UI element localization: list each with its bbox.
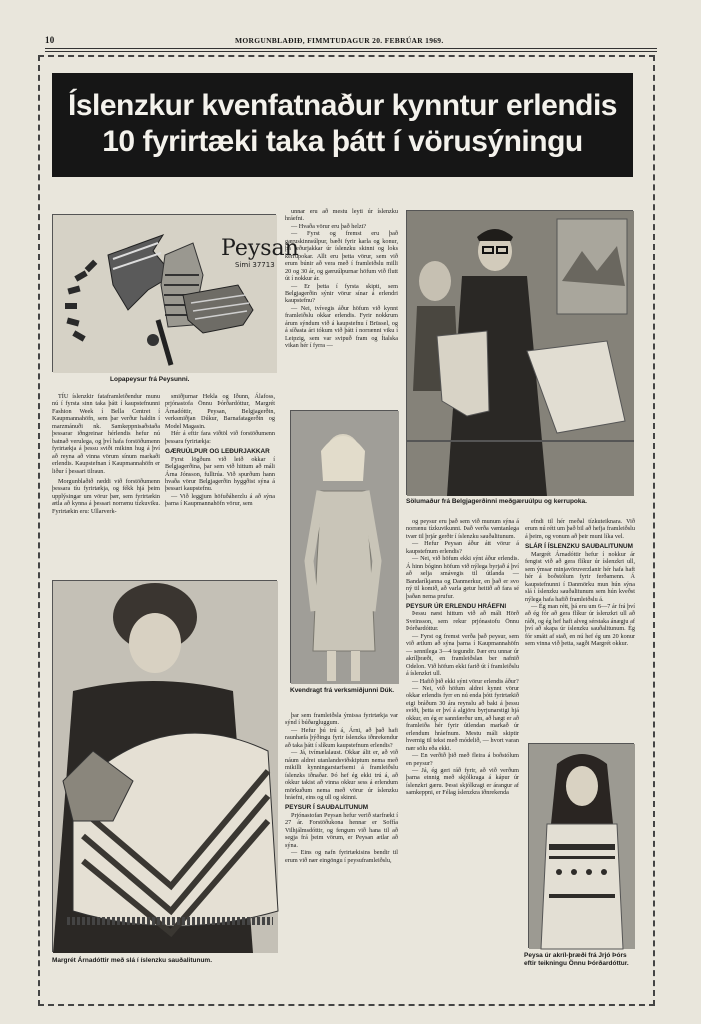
caption-lopapeysur: Lopapeysur frá Peysunni. bbox=[110, 376, 190, 383]
col3-paragraph: Prjónastofan Peysan hefur verið starfrækt í 27 ár. Forstöðukona hennar er Soffía Vilhjálmsdóttir, og fengum við hana til að segja frá þeim vörum, er Peysan ætlar að sýna. bbox=[285, 811, 398, 849]
photo-peysa-jrjo bbox=[528, 743, 634, 948]
peysan-sign-brand: Peysan bbox=[221, 236, 299, 261]
col3-paragraph: — Hvaða vörur eru það helzt? bbox=[291, 222, 367, 230]
col4-paragraph: — Já, ég geri ráð fyrir, að við verðum þarna einnig með skjólkraga á kápur úr íslenzkri gæru. Þessi skjólkragi er árangur af samkeppni, er Félag íslenzkra iðnrekenda bbox=[406, 766, 519, 797]
col3-paragraph: — Fyrst og fremst eru það gæruskinnsúlpur, bæði fyrir karla og konur, þá leðurjakkar úr íslenzku skinni og loks kerrupokar. Allt eru þetta vörur, sem við erum búnir að vera með í framleiðslu milli 20 og 30 ár, og gæruúlpurnar höfum við flutt út í nokkur ár. bbox=[285, 230, 398, 283]
col3-paragraph: — Eins og nafn fyrirtækisins bendir til erum við nær eingöngu í peysuframleiðslu, bbox=[285, 849, 398, 864]
headline-line-2: 10 fyrirtæki taka þátt í vörusýningu bbox=[102, 125, 583, 158]
col4-paragraph: — Hefur Peysan áður átt vörur á kaupstefnum erlendis? bbox=[406, 540, 519, 555]
subhead-slar: SLÁR Í ÍSLENZKU SAUÐALITUNUM bbox=[525, 543, 633, 551]
col4-paragraph: og peysur eru það sem við munum sýna á norrænu tízkuvikunni. Það verða væntanlega tvær til þrjár gerðir í íslenzku sauðalitunum. bbox=[406, 518, 519, 540]
running-header bbox=[45, 33, 655, 47]
col4-paragraph: — En verðið þið með fleira á boðstólum en peysur? bbox=[406, 752, 519, 767]
photo-solumadur bbox=[406, 210, 633, 495]
col1-paragraph: Morgunblaðið ræddi við forstöðumenn þessara tíu fyrirtækja, og fékk hjá þeim upplýsingar um vörur þær, sem fyrirtækin ætla að kynna á þessari norrænu tízkuviku. Fyrirtækin eru: Ullarverk- bbox=[52, 477, 160, 515]
col3-paragraph: unnar eru að mestu leyti úr íslenzku hráefni. bbox=[285, 208, 398, 223]
caption-peysa-jrjo: Peysa úr akríl-þræði frá Jrjó Þórs eftir teikningu Önnu Þórðardóttur. bbox=[524, 952, 629, 967]
column-5-text bbox=[525, 518, 635, 648]
running-title: MORGUNBLAÐIÐ, FIMMTUDAGUR 20. FEBRÚAR 1969. bbox=[235, 36, 444, 45]
col4-paragraph: — Fyrst og fremst verða það peysur, sem við ætlum að sýna þarna í Kaupmannahöfn — sennilega 3—4 tegundir. Þær eru unnar úr akrílþræði, en framleiðslan ber nafnið Odelon. Við höfum ekki farið út í framleiðslu á íslenzkri ull. bbox=[406, 632, 519, 678]
caption-solumadur: Sölumaður frá Belgjagerðinni meðgæruúlpu og kerrupoka. bbox=[406, 498, 587, 505]
column-2-text bbox=[165, 393, 275, 508]
subhead-gaeruulpur: GÆRUÚLPUR OG LEÐURJAKKAR bbox=[165, 448, 270, 456]
subhead-peysur-saudalitum: PEYSUR Í SAUÐALITUNUM bbox=[285, 804, 369, 812]
caption-kvendragt: Kvendragt frá verksmiðjunni Dúk. bbox=[290, 687, 395, 694]
col3-paragraph: — Er þetta í fyrsta skipti, sem Belgjagerðin sýnir vörur sínar á erlendri kaupstefnu? bbox=[285, 282, 398, 305]
col4-paragraph: — Hafið þið ekki sýnt vörur erlendis áður? bbox=[412, 677, 519, 685]
col2-paragraph: smiðjurnar Hekla og Iðunn, Álafoss, prjónastofa Önnu Þórðardóttur, Margrét Árnadóttir, Peysan, Belgjagerðin, verksmiðjan Dúkur, Barnafatagerðin og Model Magasin. bbox=[165, 393, 275, 430]
photo-margret bbox=[52, 580, 277, 952]
col2-paragraph: Hér á eftir fara viðtöl við forstöðumenn þessara fyrirtækja: bbox=[165, 430, 275, 445]
col3-paragraph: — Já, tvímælalaust. Okkar álit er, að við náum aldrei utanlandsviðskiptum nema með mikilli kynningarstarfsemi á framleiðslu íslenzks iðnaðar. Þó hef ég ekki trú á, að okkur takist að vinna okkur sess á erlendum mörkuðum nema með vörur úr íslenzku hráefni, eins og ull og skinni. bbox=[285, 749, 398, 801]
peysan-sign-phone: Simi 37713 bbox=[235, 261, 275, 269]
col5-paragraph: efndi til hér meðal tízkuteiknara. Við erum nú rétt um það bil að hefja framleiðslu á þeim, og vonum að þeir muni líka vel. bbox=[525, 518, 635, 540]
col2-paragraph: — Við leggjum höfuðáherzlu á að sýna þarna í Kaupmannahöfn vörur, sem bbox=[165, 492, 275, 508]
col4-paragraph: Þessu næst hittum við að máli Hörð Sveinsson, sem rekur prjónastofu Önnu Þórðardóttur. bbox=[406, 610, 519, 633]
headline-line-1: Íslenzkur kvenfatnaður kynntur erlendis bbox=[68, 89, 617, 122]
col1-paragraph: TÍU íslenzkir fataframleiðendur munu nú í fyrsta sinn taka þátt í kaupstefnunni Fashion Week í Bella Centret í Kaupmannahöfn, sem þar verður haldin í marzmánuði nk. Samkeppnisaðstaða þessarar iðngreinar hérlendis hefur nú batnað verulega, og því hafa forstöðumenn fyrirtækja á þessu sviði mikinn hug á því að reyna að vinna vörum sínum markaði erlendis. Kaupstefnan í Kaupmannahöfn er liður í þessari tilraun. bbox=[52, 393, 160, 475]
col3-paragraph: þar sem framleiðsla ýmissa fyrirtækja var sýnd í búðargluggum. bbox=[285, 712, 398, 727]
col3-paragraph: — Hefur þú trú á, Árni, að það hafi raunhæfa þýðingu fyrir íslenzka iðnrekendur að taka þátt í slíkum kaupstefnum erlendis? bbox=[285, 726, 398, 749]
col4-paragraph: — Nei, við höfum aldrei kynnt vörur okkar erlendis fyrr en nú enda þótt fyrirtækið eigi bráðum 30 ára reynslu að baki á þessu sviði, þetta er því á algjöru byrjunarstigi hjá okkur, en ég er sannfærður um, að hægt er að framleiða hér fyrir útlendan markað úr erlendum hráefnum. Mestu máli skiptir hvernig til tekst með módelið, — hvort varan nær sölu eða ekki. bbox=[406, 684, 519, 752]
header-rule-2 bbox=[45, 51, 657, 52]
caption-margret: Margrét Árnadóttir með slá í íslenzku sauðalitunum. bbox=[52, 957, 213, 964]
col4-paragraph: — Nei, við höfum ekki sýnt áður erlendis. Á hinn bóginn höfum við nýlega byrjað á því að selja smávegis til útlanda — Bandaríkjanna og Danmerkur, en það er svo ný til komið, að varla getur heitið að fara sé þaðan nema prufur. bbox=[406, 555, 519, 600]
col5-paragraph: — Ég man rétt, þá eru um 6—7 ár frá því að ég fór að gera flíkur úr íslenzkri ull að ráði, og ég hef haft alveg sérstaka ánægju af því að skapa úr íslenzku sauðalitunum. Ég fór smátt af stað, en nú hef ég um 20 konur sem vinna við þetta, sagði Margrét okkur. bbox=[525, 602, 635, 648]
headline-banner bbox=[52, 73, 633, 177]
header-rule bbox=[45, 48, 657, 49]
col3-paragraph: — Nei, tvívegis áður höfum við kynnt framleiðslu okkar erlendis. Fyrir nokkrum árum sýndum við á kaupstefnu í Brüssel, og á síðasta ári tókum við þátt í norrænni viku í Leipzig, sem var svipuð fram og Ítalska vikan hér í fyrra — bbox=[285, 304, 398, 350]
subhead-peysur-erlendu: PEYSUR ÚR ERLENDU HRÁEFNI bbox=[406, 602, 507, 610]
col2-paragraph: Fyrst lögðum við leið okkar í Belgjagerðina, þar sem við hittum að máli Árna Jónsson, fulltrúa. Við spurðum hann hvaða vörur Belgjagerðin hyggðist sýna á þessari kaupstefnu. bbox=[165, 455, 275, 493]
col5-paragraph: Margrét Árnadóttir hefur í nokkur ár fengist við að gera flíkur úr íslenzkri ull, sem ýmsar minjavöruverzlanir hér hafa haft hér á boðstólum fyrir ferðamenn. Á kaupstefnunni í Danmörku mun hún sýna slá í íslenzku sauðalitunum sem hún kveðst nýlega hafa hafið framleiðslu á. bbox=[525, 550, 635, 603]
column-4-text bbox=[406, 518, 519, 797]
photo-kvendragt bbox=[290, 410, 398, 683]
column-3-text-bottom bbox=[285, 712, 398, 864]
column-1-text bbox=[52, 393, 160, 515]
photo-peysan-sweaters bbox=[52, 214, 299, 372]
page-number: 10 bbox=[45, 35, 55, 45]
column-3-text-top bbox=[285, 208, 398, 350]
